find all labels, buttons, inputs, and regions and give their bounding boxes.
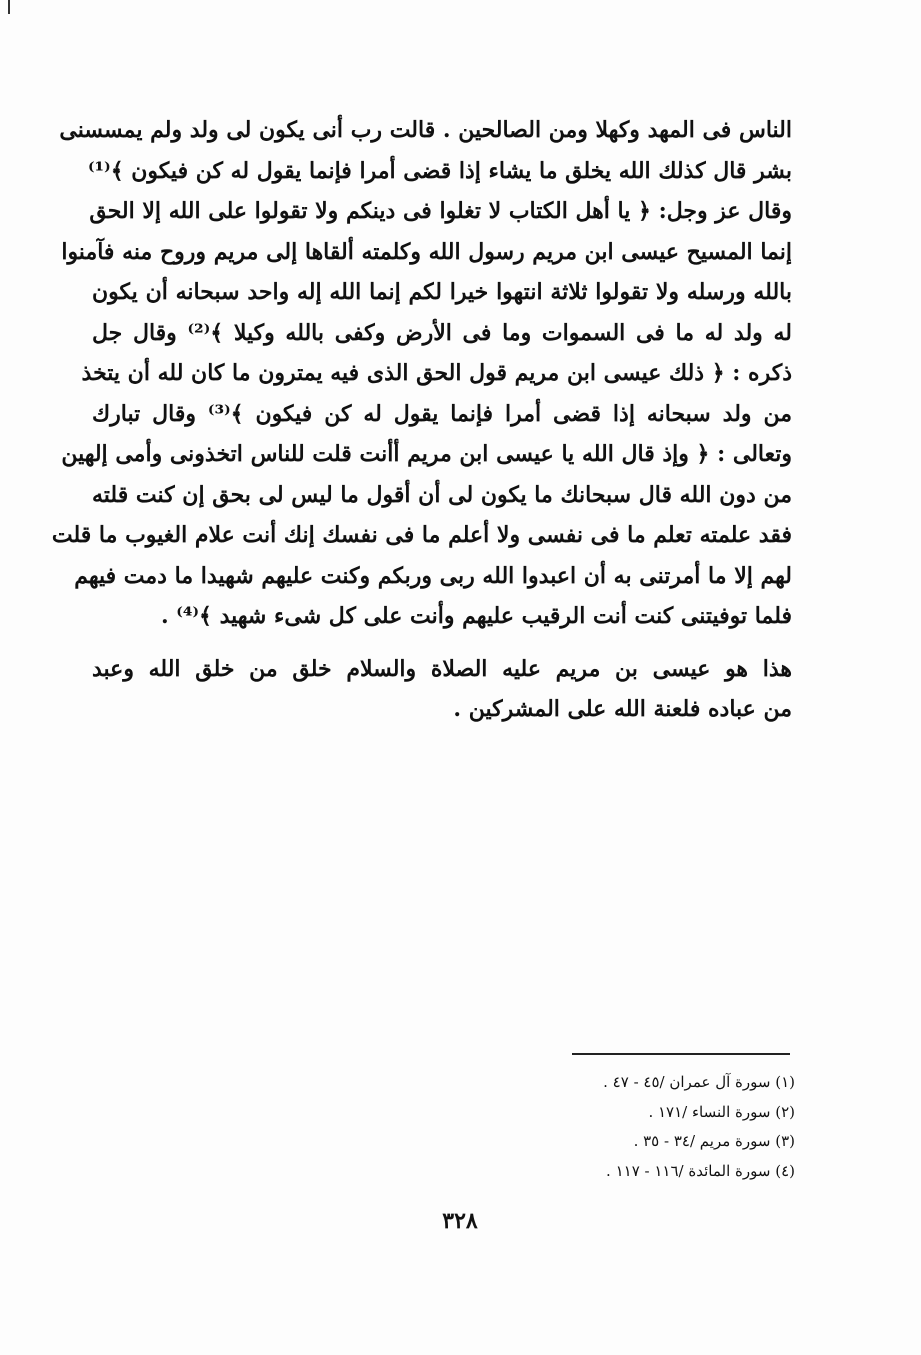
footnote-divider <box>572 1053 790 1055</box>
text-line: الناس فى المهد وكهلا ومن الصالحين . قالت رب أنى يكون لى ولد ولم يمسسنى <box>59 117 792 143</box>
paragraph-gap <box>92 637 792 649</box>
main-text <box>51 110 792 730</box>
footnote-item: (٤) سورة المائدة /١١٦ - ١١٧ . <box>606 1161 795 1180</box>
footnote-item: (٣) سورة مريم /٣٤ - ٣٥ . <box>633 1132 795 1150</box>
closing-line: هذا هو عيسى بن مريم عليه الصلاة والسلام خلق من خلق الله وعبد <box>92 655 792 682</box>
closing-line: من عباده فلعنة الله على المشركين . <box>453 696 792 722</box>
text-line: ذكره : ﴿ ذلك عيسى ابن مريم قول الحق الذى فيه يمترون ما كان لله أن يتخذ <box>81 360 792 386</box>
page-number: ٣٢٨ <box>442 1208 478 1234</box>
text-line: بشر قال كذلك الله يخلق ما يشاء إذا قضى أمرا فإنما يقول له كن فيكون ﴾⁽¹⁾ <box>87 157 792 184</box>
text-line: فقد علمته تعلم ما فى نفسى ولا أعلم ما فى نفسك إنك أنت علام الغيوب ما قلت <box>51 522 792 548</box>
text-line: فلما توفيتنى كنت أنت الرقيب عليهم وأنت على كل شىء شهيد ﴾⁽⁴⁾ . <box>160 603 792 629</box>
text-line: من دون الله قال سبحانك ما يكون لى أن أقول ما ليس لى بحق إن كنت قلته <box>92 481 792 508</box>
text-line: وتعالى : ﴿ وإذ قال الله يا عيسى ابن مريم أأنت قلت للناس اتخذونى وأمى إلهين <box>61 441 792 467</box>
text-line: إنما المسيح عيسى ابن مريم رسول الله وكلمته ألقاها إلى مريم وروح منه فآمنوا <box>61 238 792 265</box>
text-line: بالله ورسله ولا تقولوا ثلاثة انتهوا خيرا لكم إنما الله إله واحد سبحانه أن يكون <box>92 279 792 305</box>
text-line: وقال عز وجل: ﴿ يا أهل الكتاب لا تغلوا فى دينكم ولا تقولوا على الله إلا الحق <box>89 198 792 224</box>
footnote-item: (١) سورة آل عمران /٤٥ - ٤٧ . <box>603 1073 795 1091</box>
footnote-item: (٢) سورة النساء /١٧١ . <box>648 1102 795 1121</box>
text-line: له ولد له ما فى السموات وما فى الأرض وكفى بالله وكيلا ﴾⁽²⁾ وقال جل <box>92 319 792 346</box>
footnotes <box>500 1068 795 1186</box>
scan-mark <box>8 0 10 14</box>
text-line: من ولد سبحانه إذا قضى أمرا فإنما يقول له كن فيكون ﴾⁽³⁾ وقال تبارك <box>92 400 792 427</box>
text-line: لهم إلا ما أمرتنى به أن اعبدوا الله ربى وربكم وكنت عليهم شهيدا ما دمت فيهم <box>74 562 792 589</box>
